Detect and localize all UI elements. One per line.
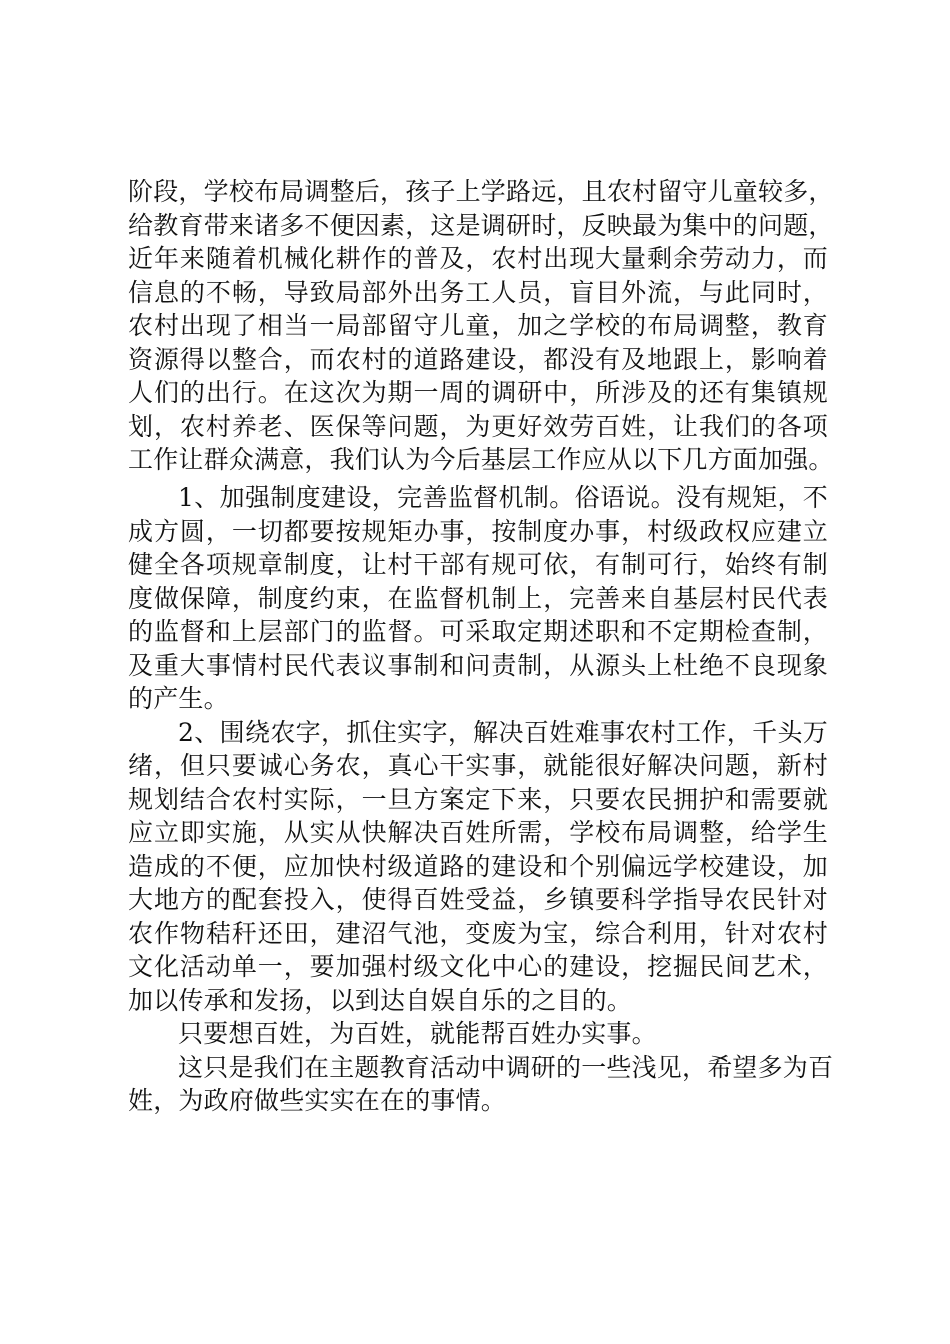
point-1-paragraph xyxy=(128,481,828,716)
text-line: 的监督和上层部门的监督。可采取定期述职和不定期检查制， xyxy=(128,617,828,646)
text-line: 人们的出行。在这次为期一周的调研中，所涉及的还有集镇规 xyxy=(128,378,828,407)
text-line: 1、加强制度建设，完善监督机制。俗语说。没有规矩，不 xyxy=(178,483,828,512)
text-line: 2、围绕农字，抓住实字，解决百姓难事农村工作，千头万 xyxy=(178,717,828,747)
text-line: 规划结合农村实际，一旦方案定下来，只要农民拥护和需要就 xyxy=(128,784,828,814)
text-line: 绪，但只要诚心务农，真心干实事，就能很好解决问题，新村 xyxy=(128,751,828,780)
text-line: 造成的不便，应加快村级道路的建设和个别偏远学校建设，加 xyxy=(128,851,828,881)
text-line: 文化活动单一，要加强村级文化中心的建设，挖掘民间艺术， xyxy=(128,952,828,981)
text-line: 信息的不畅，导致局部外出务工人员，盲目外流，与此同时， xyxy=(128,277,828,307)
text-line: 农村出现了相当一局部留守儿童，加之学校的布局调整，教育 xyxy=(128,311,828,340)
closing-paragraph xyxy=(128,1051,834,1118)
text-line: 只要想百姓，为百姓，就能帮百姓办实事。 xyxy=(178,1019,657,1048)
text-line: 大地方的配套投入，使得百姓受益，乡镇要科学指导农民针对 xyxy=(128,885,828,914)
summary-paragraph xyxy=(128,1017,828,1051)
text-line: 资源得以整合，而农村的道路建设，都没有及地跟上，影响着 xyxy=(128,344,828,374)
text-line: 及重大事情村民代表议事制和问责制，从源头上杜绝不良现象 xyxy=(128,650,828,680)
text-line: 工作让群众满意，我们认为今后基层工作应从以下几方面加强。 xyxy=(128,445,834,474)
text-line: 给教育带来诸多不便因素，这是调研时，反映最为集中的问题， xyxy=(128,210,834,240)
text-line: 加以传承和发扬，以到达自娱自乐的之目的。 xyxy=(128,985,633,1015)
text-line: 近年来随着机械化耕作的普及，农村出现大量剩余劳动力，而 xyxy=(128,244,828,273)
main-body xyxy=(128,481,834,1118)
text-line: 划，农村养老、医保等问题，为更好效劳百姓，让我们的各项 xyxy=(128,411,828,441)
text-line: 农作物秸秆还田，建沼气池，变废为宝，综合利用，针对农村 xyxy=(128,918,828,948)
text-line: 度做保障，制度约束，在监督机制上，完善来自基层村民代表 xyxy=(128,583,828,613)
intro-paragraph xyxy=(128,175,834,477)
text-line: 应立即实施，从实从快解决百姓所需，学校布局调整，给学生 xyxy=(128,818,828,847)
text-line: 阶段，学校布局调整后，孩子上学路远，且农村留守儿童较多， xyxy=(128,177,834,206)
text-line: 成方圆，一切都要按规矩办事，按制度办事，村级政权应建立 xyxy=(128,516,828,546)
text-line: 健全各项规章制度，让村干部有规可依，有制可行，始终有制 xyxy=(128,550,828,579)
text-line: 姓，为政府做些实实在在的事情。 xyxy=(128,1086,507,1115)
point-2-paragraph xyxy=(128,716,828,1018)
text-line: 这只是我们在主题教育活动中调研的一些浅见，希望多为百 xyxy=(178,1052,834,1082)
text-line: 的产生。 xyxy=(128,684,229,713)
